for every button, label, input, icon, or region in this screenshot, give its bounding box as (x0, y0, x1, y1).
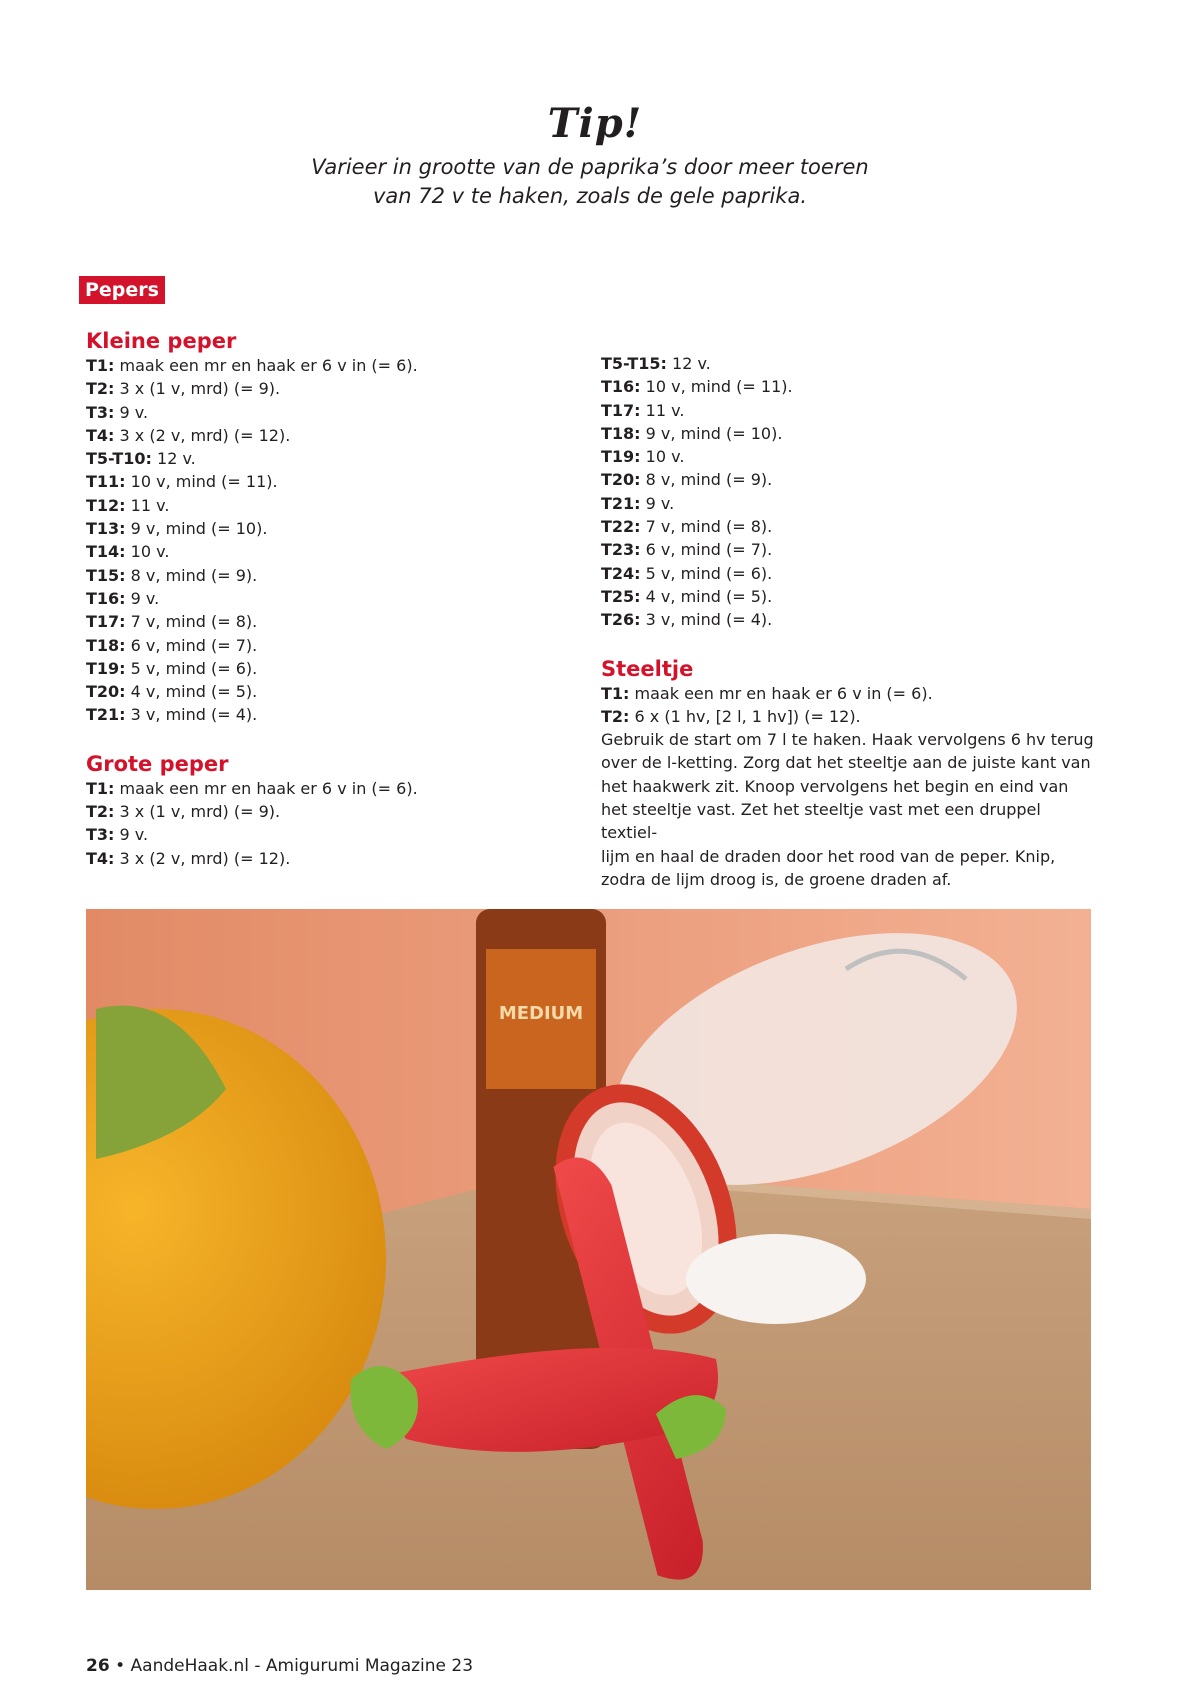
row-label: T2: (86, 379, 115, 399)
right-column (601, 352, 1101, 891)
row-text: 12 v. (151, 449, 196, 469)
steeltje-paragraph-line: het steeltje vast. Zet het steeltje vast met een druppel textiel- (601, 800, 1041, 843)
footer-text: AandeHaak.nl - Amigurumi Magazine 23 (130, 1656, 474, 1676)
instruction-row (601, 422, 1101, 445)
row-text: 9 v. (114, 825, 149, 845)
instruction-row (86, 401, 556, 424)
row-text: maak een mr en haak er 6 v in (= 6). (629, 683, 933, 703)
row-text: 3 v, mind (= 4). (640, 610, 773, 630)
row-text: 5 v, mind (= 6). (640, 563, 773, 583)
row-label: T14: (86, 542, 126, 562)
row-label: T12: (86, 495, 126, 515)
row-text: 9 v. (125, 588, 160, 608)
instruction-row (86, 800, 556, 823)
row-text: 8 v, mind (= 9). (125, 565, 258, 585)
instruction-row (86, 587, 556, 610)
instruction-row (86, 470, 556, 493)
steeltje-paragraph-line: lijm en haal de draden door het rood van de peper. Knip, (601, 846, 1056, 866)
row-text: 7 v, mind (= 8). (640, 517, 773, 537)
row-text: 10 v, mind (= 11). (640, 377, 793, 397)
row-label: T5-T10: (86, 449, 152, 469)
row-label: T17: (601, 400, 641, 420)
row-label: T2: (601, 706, 630, 726)
left-column (86, 328, 556, 870)
row-label: T4: (86, 425, 115, 445)
footer-separator: • (115, 1656, 126, 1676)
tip-text (280, 153, 900, 211)
row-label: T13: (86, 519, 126, 539)
instruction-row (601, 468, 1101, 491)
page-number: 26 (86, 1656, 110, 1676)
grote-peper-rows (86, 777, 556, 870)
row-text: 4 v, mind (= 5). (125, 682, 258, 702)
instruction-row (601, 562, 1101, 585)
instruction-row (601, 399, 1101, 422)
kleine-peper-heading: Kleine peper (86, 329, 237, 353)
grote-peper-rows-continued (601, 352, 1101, 632)
row-label: T21: (86, 705, 126, 725)
row-label: T1: (86, 356, 115, 375)
row-text: 3 x (1 v, mrd) (= 9). (114, 379, 281, 399)
row-text: 12 v. (666, 354, 711, 373)
tip-line-1: Varieer in grootte van de paprika’s door meer toeren (311, 155, 869, 179)
instruction-row (601, 352, 1101, 375)
instruction-row (86, 494, 556, 517)
row-text: 3 x (2 v, mrd) (= 12). (114, 848, 291, 868)
instruction-row (86, 847, 556, 870)
section-badge-pepers: Pepers (79, 276, 165, 304)
row-label: T18: (601, 423, 641, 443)
instruction-row (601, 705, 1101, 728)
row-label: T19: (601, 447, 641, 467)
row-label: T21: (601, 493, 641, 513)
row-label: T20: (601, 470, 641, 490)
row-text: maak een mr en haak er 6 v in (= 6). (114, 356, 418, 375)
jar-label: MEDIUM (498, 1003, 584, 1024)
instruction-row (86, 517, 556, 540)
row-label: T20: (86, 682, 126, 702)
row-text: 9 v. (640, 493, 675, 513)
instruction-row (86, 777, 556, 800)
row-text: 10 v, mind (= 11). (125, 472, 278, 492)
instruction-row (86, 610, 556, 633)
row-label: T3: (86, 825, 115, 845)
instruction-row (86, 540, 556, 563)
instruction-row (86, 377, 556, 400)
row-text: 6 v, mind (= 7). (125, 635, 258, 655)
row-label: T23: (601, 540, 641, 560)
row-label: T1: (601, 683, 630, 703)
steeltje-paragraph-line: zodra de lijm droog is, de groene draden af. (601, 869, 952, 889)
row-text: 11 v. (640, 400, 685, 420)
row-text: 9 v. (114, 402, 149, 422)
row-label: T22: (601, 517, 641, 537)
row-text: 3 x (1 v, mrd) (= 9). (114, 802, 281, 822)
row-label: T2: (86, 802, 115, 822)
row-label: T5-T15: (601, 354, 667, 373)
instruction-row (601, 515, 1101, 538)
instruction-row (86, 424, 556, 447)
row-label: T26: (601, 610, 641, 630)
row-text: 9 v, mind (= 10). (125, 519, 268, 539)
row-text: 3 v, mind (= 4). (125, 705, 258, 725)
row-text: 3 x (2 v, mrd) (= 12). (114, 425, 291, 445)
row-text: 10 v. (125, 542, 170, 562)
row-label: T24: (601, 563, 641, 583)
row-text: 8 v, mind (= 9). (640, 470, 773, 490)
instruction-row (86, 564, 556, 587)
row-text: maak een mr en haak er 6 v in (= 6). (114, 778, 418, 798)
instruction-row (86, 634, 556, 657)
row-text: 4 v, mind (= 5). (640, 586, 773, 606)
instruction-row (601, 538, 1101, 561)
row-text: 6 x (1 hv, [2 l, 1 hv]) (= 12). (629, 706, 861, 726)
instruction-row (86, 657, 556, 680)
instruction-row (601, 585, 1101, 608)
steeltje-heading: Steeltje (601, 656, 694, 681)
instruction-row (601, 682, 1101, 705)
row-text: 9 v, mind (= 10). (640, 423, 783, 443)
page-footer (86, 1656, 473, 1676)
instruction-row (86, 447, 556, 470)
instruction-row (86, 823, 556, 846)
steeltje-paragraph-line: het haakwerk zit. Knoop vervolgens het begin en eind van (601, 776, 1069, 796)
row-text: 5 v, mind (= 6). (125, 658, 258, 678)
steeltje-paragraph-line: over de l-ketting. Zorg dat het steeltje aan de juiste kant van (601, 753, 1091, 773)
steeltje-paragraph (601, 728, 1101, 891)
row-text: 6 v, mind (= 7). (640, 540, 773, 560)
instruction-row (86, 354, 556, 377)
row-label: T25: (601, 586, 641, 606)
instruction-row (86, 703, 556, 726)
row-text: 11 v. (125, 495, 170, 515)
row-label: T19: (86, 658, 126, 678)
instruction-row (601, 445, 1101, 468)
row-text: 10 v. (640, 447, 685, 467)
row-text: 7 v, mind (= 8). (125, 612, 258, 632)
row-label: T4: (86, 848, 115, 868)
row-label: T16: (86, 588, 126, 608)
row-label: T15: (86, 565, 126, 585)
row-label: T17: (86, 612, 126, 632)
row-label: T3: (86, 402, 115, 422)
row-label: T18: (86, 635, 126, 655)
grote-peper-heading: Grote peper (86, 751, 229, 776)
row-label: T11: (86, 472, 126, 492)
photo-crocheted-peppers (86, 909, 1091, 1590)
row-label: T1: (86, 778, 115, 798)
instruction-row (601, 492, 1101, 515)
steeltje-paragraph-line: Gebruik de start om 7 l te haken. Haak vervolgens 6 hv terug (601, 730, 1094, 750)
steeltje-rows (601, 682, 1101, 729)
row-label: T16: (601, 377, 641, 397)
instruction-row (86, 680, 556, 703)
instruction-row (601, 375, 1101, 398)
photo-illustration (86, 909, 1091, 1590)
tip-title: Tip! (547, 100, 643, 147)
tip-line-2: van 72 v te haken, zoals de gele paprika. (372, 184, 808, 208)
kleine-peper-rows (86, 354, 556, 727)
instruction-row (601, 608, 1101, 631)
